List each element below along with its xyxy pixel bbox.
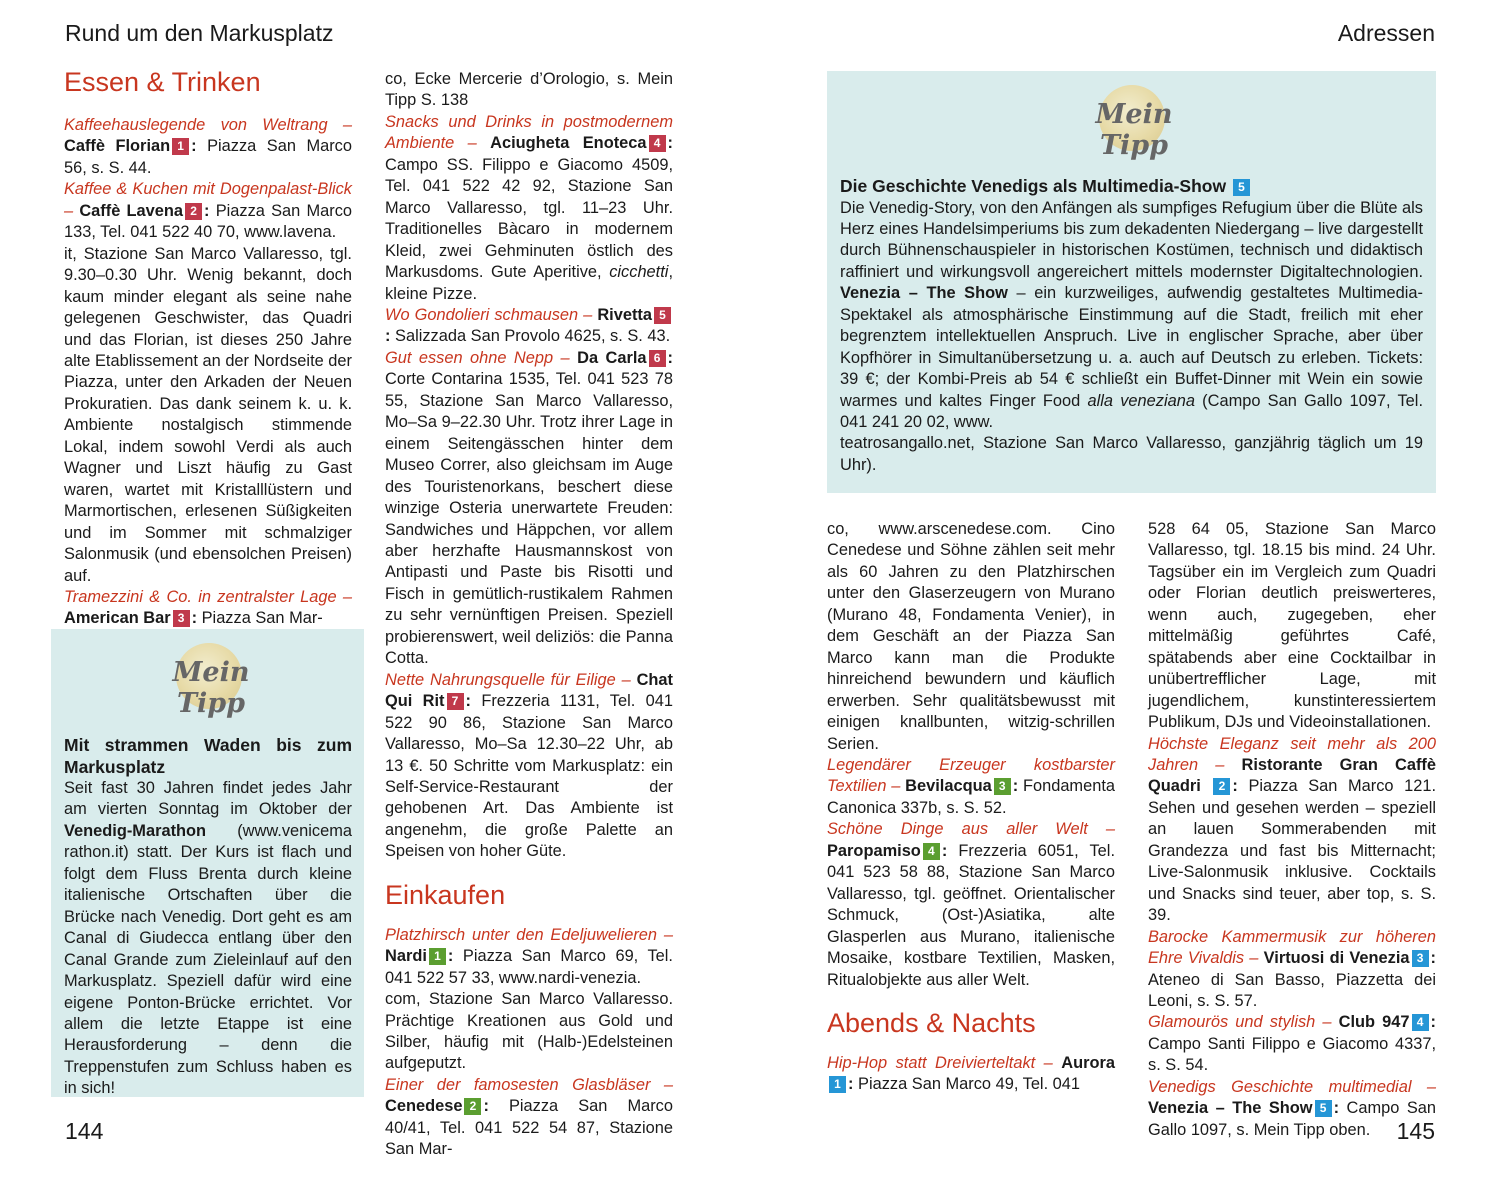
marker-badge: 5: [1315, 1100, 1332, 1117]
page-number-left: 144: [65, 1118, 104, 1144]
entry-venezia-show: Venedigs Geschichte multimedial – Venezia – The Show 5 : Campo San Gallo 1097, s. Mein Tipp oben.: [1148, 1077, 1437, 1139]
entry-nardi: Platzhirsch unter den Edeljuwelieren – Nardi 1 : Piazza San Marco 69, Tel. 041 522 57 33, www.nardi-venezia. com, Stazione San Marco Vallaresso. Prächtige Kreationen aus Gold und Silber, häufig mit (Halb-)Edelsteinen aufgeputzt.: [385, 925, 673, 1073]
marker-badge: 1: [172, 138, 189, 155]
heading-einkaufen: Einkaufen: [385, 879, 506, 910]
entry-bevilacqua: Legendärer Erzeuger kostbarster Textilien – Bevilacqua 3 : Fondamenta Canonica 337b, s. S. 52.: [827, 755, 1115, 817]
column-1: [64, 66, 352, 630]
marker-badge: 2: [464, 1098, 481, 1115]
heading-abends-nachts: Abends & Nachts: [827, 1007, 1036, 1038]
mein-tipp-box-marathon: [51, 629, 364, 1097]
mein-tipp-title: Die Geschichte Venedigs als Multimedia-Show 5: [840, 176, 1423, 198]
marker-badge: 4: [1412, 1014, 1429, 1031]
marker-badge: 2: [1213, 778, 1230, 795]
column-2: [385, 69, 673, 1161]
column-4: [1148, 519, 1436, 1141]
marker-badge: 2: [185, 203, 202, 220]
marker-badge: 4: [649, 135, 666, 152]
entry-chat-qui-rit: Nette Nahrungsquelle für Eilige – Chat Qui Rit 7 : Frezzeria 1131, Tel. 041 522 90 86, Stazione San Marco Vallaresso, Mo–Sa 12.30–22 Uhr, ab 13 €. 50 Schritte vom Markusplatz: ein Self-Service-Restaurant der gehobenen Art. Das Ambiente ist angenehm, die große Palette an Speisen von hoher Güte.: [385, 670, 674, 861]
marker-badge: 4: [923, 843, 940, 860]
entry-american-bar-cont: co, Ecke Mercerie d’Orologio, s. Mein Tipp S. 138: [385, 70, 673, 110]
entry-club-947: Glamourös und stylish – Club 947 4 : Campo Santi Filippo e Giacomo 4337, s. S. 54.: [1148, 1013, 1436, 1075]
running-head-right: Adressen: [1337, 20, 1435, 46]
mein-tipp-logo: [1074, 85, 1184, 165]
mein-tipp-logo: [151, 643, 261, 723]
running-head-left: Rund um den Markusplatz: [65, 20, 334, 46]
entry-caffe-lavena: Kaffee & Kuchen mit Dogenpalast-Blick – Caffè Lavena 2 : Piazza San Marco 133, Tel. 041 522 40 70, www.lavena. it, Stazione San Marco Vallaresso, tgl. 9.30–0.30 Uhr. Wenig bekannt, doch kaum minder elegant als seine nahe gelegenen Geschwister, das Quadri und das Florian, ist dieses 250 Jahre alte Etablissement an der Nordseite der Piazza, unter den Arkaden der Neuen Prokuratien. Das dank seinem k. u. k. Ambiente nostalgisch stimmende Lokal, indem sowohl Verdi als auch Wagner und Liszt häufig zu Gast waren, wartet mit Kristalllüstern und Marmortischen, erlesenen Süßigkeiten und im Sommer mit schmalziger Salonmusik (und ebensolchen Preisen) auf.: [64, 180, 353, 585]
entry-virtuosi: Barocke Kammermusik zur höheren Ehre Vivaldis – Virtuosi di Venezia 3 : Ateneo di San Basso, Piazzetta dei Leoni, s. S. 57.: [1148, 927, 1437, 1010]
entry-cenedese: Einer der famosesten Glasbläser – Cenedese 2 : Piazza San Marco 40/41, Tel. 041 522 54 87, Stazione San Mar-: [385, 1075, 673, 1159]
column-3: [827, 519, 1115, 1096]
entry-rivetta: Wo Gondolieri schmausen – Rivetta 5: Salizzada San Provolo 4625, s. S. 43.: [385, 305, 671, 346]
entry-american-bar: Tramezzini & Co. in zentralster Lage – American Bar 3 : Piazza San Mar-: [64, 587, 352, 628]
mein-tipp-box-multimedia: [827, 71, 1436, 493]
entry-cenedese-cont: co, www.arscenedese.com. Cino Cenedese und Söhne zählen seit mehr als 60 Jahren zu den Platzhirschen unter den Glaserzeugern von Murano (Murano 48, Fondamenta Venier), in dem Geschäft an der Piazza San Marco kann man die Produkte hinreichend bewundern und käuflich erwerben. Sehr qualitätsbewusst mit einigen knallbunten, witzig-schrillen Serien.: [827, 520, 1115, 753]
marker-badge: 3: [994, 778, 1011, 795]
entry-quadri: Höchste Eleganz seit mehr als 200 Jahren – Ristorante Gran Caffè Quadri 2 : Piazza San Marco 121. Sehen und gesehen werden – speziell an lauen Sommerabenden mit Grandezza und fast bis Mitternacht; Live-Salonmusik inklusive. Cocktails und Snacks sind teuer, aber top, s. S. 39.: [1148, 734, 1437, 925]
mein-tipp-title: Mit strammen Waden bis zum Markusplatz: [64, 735, 352, 777]
marker-badge: 1: [429, 948, 446, 965]
page-number-right: 145: [1396, 1118, 1435, 1144]
entry-da-carla: Gut essen ohne Nepp – Da Carla 6 : Corte Contarina 1535, Tel. 041 523 78 55, Stazione San Marco Vallaresso, Mo–Sa 9–22.30 Uhr. Trotz ihrer Lage in einem Seitengässchen hinter dem Museo Correr, also gleichsam im Auge des Touristenorkans, beschert diese winzige Osteria unerwartete Freuden: Sandwiches und Häppchen, vor allem aber herzhafte Hausmannskost von Antipasti und Paste bis Risotti und Fisch in gemütlich-rustikalem Rahmen zu sehr vernünftigen Preisen. Speziell probierenswert, weil deliziös: die Panna Cotta.: [385, 348, 674, 668]
marker-badge: 5: [1233, 179, 1250, 196]
entry-aurora-cont: 528 64 05, Stazione San Marco Vallaresso, tgl. 18.15 bis mind. 24 Uhr. Tagsüber ein im Vergleich zum Quadri oder Florian deutlich preiswerteres, wenn auch, zugegeben, eher mittelmäßig geführtes Café, spätabends aber eine Cocktailbar in unübertrefflicher Lage, mit jugendlichem, kunstinteressiertem Publikum, DJs und Videoinstallationen.: [1148, 520, 1436, 732]
marker-badge: 7: [447, 693, 464, 710]
marker-badge: 6: [649, 350, 666, 367]
mein-tipp-marathon-text: Mit strammen Waden bis zum Markusplatz Seit fast 30 Jahren findet jedes Jahr am vierten Sonntag im Oktober der Venedig-Marathon (www.venicema rathon.it) statt. Der Kurs ist flach und folgt dem Fluss Brenta durch kleine italienische Ortschaften über die Brücke nach Venedig. Dort geht es am Canal di Giudecca entlang über den Canal Grande zum Zieleinlauf auf den Markusplatz. Speziell dafür wird eine eigene Ponton-Brücke errichtet. Vor allem die letzte Etappe ist eine Herausforderung – denn die Treppenstufen zum Schluss haben es in sich!: [64, 735, 352, 1098]
entry-aurora: Hip-Hop statt Dreivierteltakt – Aurora 1 : Piazza San Marco 49, Tel. 041: [827, 1053, 1115, 1094]
marker-badge: 5: [654, 307, 671, 324]
marker-badge: 1: [829, 1076, 846, 1093]
mein-tipp-logo-text: Mein Tipp: [172, 657, 250, 719]
mein-tipp-multimedia-text: Die Geschichte Venedigs als Multimedia-Show 5 Die Venedig-Story, von den Anfängen als sumpfiges Refugium über die Blüte als Herz eines Handelsimperiums bis zum dekadenten Niedergang – live dargestellt durch Bühnenschauspieler in historischen Kostümen, technisch und didaktisch raffiniert und wirkungsvoll angereichert mittels modernster Digitaltechnologien. Venezia – The Show – ein kurzweiliges, aufwendig gestaltetes Multimedia-Spektakel als atmosphärische Einstimmung auf die Stadt, freilich mit eher begrenztem intellektuellen Anspruch. Live in englischer Sprache, aber über Kopfhörer in Simultanübersetzung u. a. auch auf Deutsch zu erleben. Tickets: 39 €; der Kombi-Preis ab 54 € schließt ein Buffet-Dinner mit Wein ein sowie warmes und kaltes Finger Food alla veneziana (Campo San Gallo 1097, Tel. 041 241 20 02, www. teatrosangallo.net, Stazione San Marco Vallaresso, ganzjährig täglich um 19 Uhr).: [840, 176, 1423, 474]
entry-paropamiso: Schöne Dinge aus aller Welt – Paropamiso 4 : Frezzeria 6051, Tel. 041 523 58 88, Stazione San Marco Vallaresso, tgl. geöffnet. Orientalischer Schmuck, (Ost-)Asiatika, alte Glasperlen aus Murano, italienische Mosaike, kostbare Textilien, Masken, Ritualobjekte aus aller Welt.: [827, 820, 1115, 989]
heading-essen-trinken: Essen & Trinken: [64, 67, 261, 97]
marker-badge: 3: [1412, 950, 1429, 967]
entry-aciugheta: Snacks und Drinks in postmodernem Ambiente – Aciugheta Enoteca 4 : Campo SS. Filippo e Giacomo 4509, Tel. 041 522 42 92, Stazione San Marco Vallaresso, tgl. 11–23 Uhr. Traditionelles Bàcaro in modernem Kleid, zwei Gehminuten östlich des Markusdoms. Gute Aperitive, cicchetti, kleine Pizze.: [385, 112, 673, 303]
marker-badge: 3: [173, 610, 190, 627]
entry-caffe-florian: Kaffeehauslegende von Weltrang – Caffè Florian 1 : Piazza San Marco 56, s. S. 44.: [64, 116, 352, 177]
mein-tipp-logo-text: Mein Tipp: [1095, 99, 1173, 161]
